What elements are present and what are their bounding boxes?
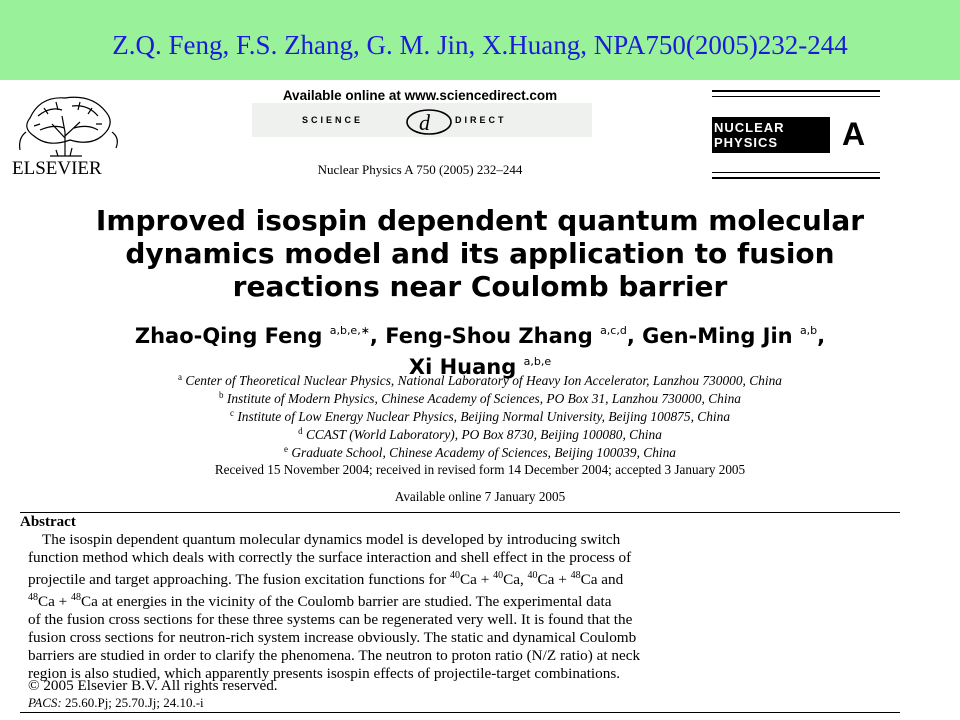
abstract-text: Ca at energies in the vicinity of the Coulomb barrier are studied. The experimental data xyxy=(81,593,612,610)
abstract-text: projectile and target approaching. The fusion excitation functions for xyxy=(28,571,451,588)
author-name: Gen-Ming Jin xyxy=(642,324,793,348)
svg-text:d: d xyxy=(419,110,430,135)
citation-text: Z.Q. Feng, F.S. Zhang, G. M. Jin, X.Huang, NPA750(2005)232-244 xyxy=(112,30,848,60)
author-name: Xi Huang xyxy=(408,355,517,379)
element-symbol: Ca xyxy=(537,571,555,588)
affiliation-text: CCAST (World Laboratory), PO Box 8730, Beijing 100080, China xyxy=(305,427,662,442)
available-online-url: Available online at www.sciencedirect.com xyxy=(282,88,558,103)
element-symbol: Ca xyxy=(503,571,520,588)
isotope-mass: 48 xyxy=(71,592,82,603)
copyright-notice: © 2005 Elsevier B.V. All rights reserved. xyxy=(28,677,278,694)
journal-logo-letter: A xyxy=(842,116,866,152)
journal-logo-rule-bottom2 xyxy=(712,177,880,179)
author-name: Zhao-Qing Feng xyxy=(134,324,323,348)
sciencedirect-left-word: SCIENCE xyxy=(302,115,364,125)
sciencedirect-right-word: DIRECT xyxy=(455,115,507,125)
and-word: and xyxy=(597,571,624,588)
pacs-codes xyxy=(28,695,204,711)
comma: , xyxy=(519,571,528,588)
affiliation xyxy=(20,406,940,424)
journal-logo-rule-bottom xyxy=(712,172,880,173)
isotope-mass: 40 xyxy=(493,570,504,581)
paper-title xyxy=(40,204,920,303)
title-line: reactions near Coulomb barrier xyxy=(232,270,728,303)
affiliation-text: Institute of Modern Physics, Chinese Academy of Sciences, PO Box 31, Lanzhou 730000, China xyxy=(226,391,741,406)
available-online-date: Available online 7 January 2005 xyxy=(394,489,566,504)
affiliation-key: e xyxy=(283,444,288,454)
isotope-mass: 48 xyxy=(570,570,581,581)
element-symbol: Ca xyxy=(460,571,477,588)
affiliation xyxy=(20,388,940,406)
title-line: Improved isospin dependent quantum molecular xyxy=(95,204,865,237)
affiliation xyxy=(20,442,940,460)
author-separator: , xyxy=(626,324,643,348)
abstract-rule-top xyxy=(20,512,900,513)
element-symbol: Ca xyxy=(580,571,598,588)
abstract-rule-bottom xyxy=(20,712,900,713)
affiliation-text: Center of Theoretical Nuclear Physics, National Laboratory of Heavy Ion Accelerator, Lanzhou 730000, China xyxy=(185,373,782,388)
plus-sign: + xyxy=(554,571,571,588)
abstract-heading: Abstract xyxy=(20,514,76,530)
abstract-line: function method which deals with correctly the surface interaction and shell effect in the process of xyxy=(28,549,632,566)
pacs-values: 25.60.Pj; 25.70.Jj; 24.10.-i xyxy=(61,695,204,710)
journal-logo-rule-top2 xyxy=(712,96,880,97)
abstract-line: of the fusion cross sections for these three systems can be regenerated very well. It is found that the xyxy=(28,611,633,628)
publisher-name: ELSEVIER xyxy=(12,158,102,179)
element-symbol: Ca xyxy=(38,593,55,610)
isotope-mass: 40 xyxy=(450,570,461,581)
abstract-line xyxy=(28,567,896,589)
journal-logo-line2: PHYSICS xyxy=(714,135,779,150)
author-line-1 xyxy=(20,318,940,349)
sciencedirect-logo-icon xyxy=(404,108,454,136)
affiliation-key: b xyxy=(219,390,224,400)
affiliation xyxy=(20,370,940,388)
affiliation-key: d xyxy=(298,426,303,436)
abstract-line: The isospin dependent quantum molecular dynamics model is developed by introducing switch xyxy=(42,531,621,548)
affiliation-text: Graduate School, Chinese Academy of Sciences, Beijing 100039, China xyxy=(291,445,677,460)
abstract-line: barriers are studied in order to clarify the phenomena. The neutron to proton ratio (N/Z ratio) at neck xyxy=(28,647,641,664)
affiliation-key: c xyxy=(229,408,234,418)
author-affil-marks: a,b,e xyxy=(523,355,552,368)
journal-reference: Nuclear Physics A 750 (2005) 232–244 xyxy=(317,162,523,177)
affiliation xyxy=(20,424,940,442)
received-dates: Received 15 November 2004; received in revised form 14 December 2004; accepted 3 January 2005 xyxy=(214,462,746,477)
title-line: dynamics model and its application to fusion xyxy=(125,237,835,270)
affiliation-text: Institute of Low Energy Nuclear Physics, Beijing Normal University, Beijing 100875, China xyxy=(237,409,731,424)
isotope-mass: 48 xyxy=(28,592,38,603)
author-affil-marks: a,c,d xyxy=(600,324,627,337)
pacs-label: PACS: xyxy=(28,695,62,710)
plus-sign: + xyxy=(54,593,72,610)
journal-logo-rule-top xyxy=(712,90,880,92)
author-separator: , xyxy=(817,324,826,348)
abstract-line: fusion cross sections for neutron-rich system increase obviously. The static and dynamical Coulomb xyxy=(28,629,637,646)
journal-logo-line1: NUCLEAR xyxy=(714,120,785,135)
affiliation-key: a xyxy=(178,372,183,382)
abstract-line xyxy=(28,589,896,611)
author-separator: , xyxy=(369,324,386,348)
isotope-mass: 40 xyxy=(527,570,538,581)
abstract-line: region is also studied, which apparently presents isospin effects of projectile-target combinations. xyxy=(28,665,621,682)
affiliation-list xyxy=(20,370,940,460)
abstract-body xyxy=(28,531,896,683)
author-name: Feng-Shou Zhang xyxy=(385,324,593,348)
journal-logo-box xyxy=(712,117,830,153)
author-affil-marks: a,b,e,∗ xyxy=(329,324,370,337)
author-affil-marks: a,b xyxy=(799,324,818,337)
plus-sign: + xyxy=(476,571,494,588)
